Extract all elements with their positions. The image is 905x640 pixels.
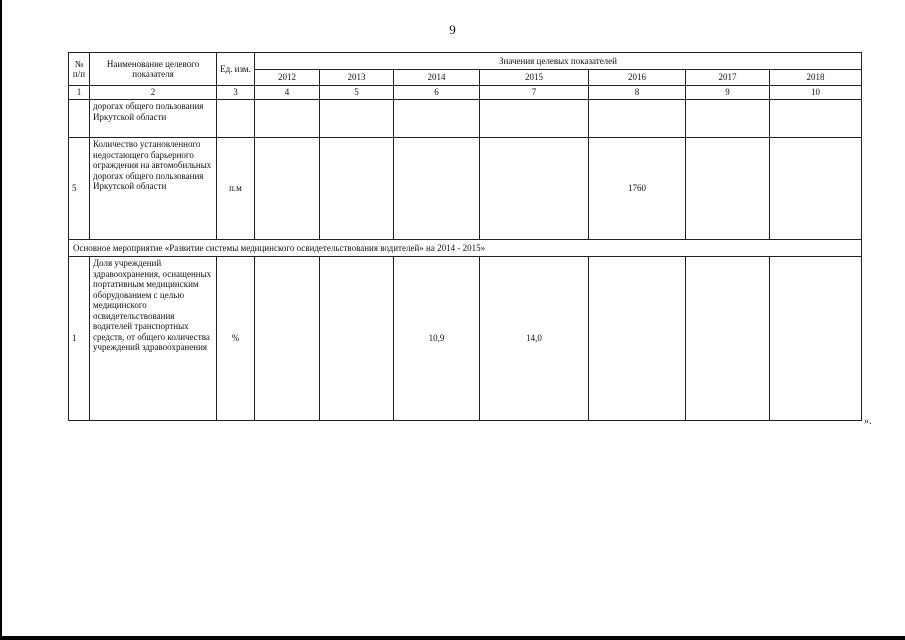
column-number: 3: [217, 86, 255, 100]
header-year: 2013: [320, 70, 394, 86]
header-year: 2015: [480, 70, 589, 86]
section-row: [69, 240, 862, 257]
header-row-1: [69, 53, 862, 70]
value-cell: [686, 138, 770, 240]
table-row: [69, 100, 862, 138]
section-title: Основное мероприятие «Развитие системы медицинского освидетельствования водителей» на 2014 - 2015»: [69, 240, 862, 257]
value-cell: [480, 138, 589, 240]
column-number: 8: [589, 86, 686, 100]
table-row: [69, 138, 862, 240]
header-name: Наименование целевого показателя: [90, 53, 217, 86]
closing-quote-mark: ».: [864, 416, 872, 427]
scan-bottom-border: [0, 636, 905, 640]
value-cell: [686, 257, 770, 421]
column-number: 2: [90, 86, 217, 100]
header-year: 2018: [770, 70, 862, 86]
header-year: 2014: [394, 70, 480, 86]
header-unit: Ед. изм.: [217, 53, 255, 86]
value-cell: [770, 257, 862, 421]
header-values-group: Значения целевых показателей: [255, 53, 862, 70]
value-cell: [255, 138, 320, 240]
row-num: 1: [69, 257, 90, 421]
indicator-unit: п.м: [217, 138, 255, 240]
value-cell: [255, 257, 320, 421]
indicator-name: Доля учреждений здравоохранения, оснащенных портативным медицинским оборудованием с целью медицинского освидетельствования водителей транспортных средств, от общего количества учреждений здравоохранения: [90, 257, 217, 421]
column-number-row: [69, 86, 862, 100]
header-year: 2016: [589, 70, 686, 86]
header-num: № п/п: [69, 53, 90, 86]
indicator-name: Количество установленного недостающего барьерного ограждения на автомобильных дорогах общего пользования Иркутской области: [90, 138, 217, 240]
value-cell: [255, 100, 320, 138]
column-number: 4: [255, 86, 320, 100]
value-cell: [589, 257, 686, 421]
column-number: 10: [770, 86, 862, 100]
column-number: 1: [69, 86, 90, 100]
value-cell: [320, 100, 394, 138]
value-cell: [770, 100, 862, 138]
scan-left-border: [0, 0, 2, 640]
column-number: 5: [320, 86, 394, 100]
row-num: [69, 100, 90, 138]
table-row: [69, 257, 862, 421]
value-cell: [320, 138, 394, 240]
column-number: 9: [686, 86, 770, 100]
value-cell: 1760: [589, 138, 686, 240]
indicator-unit: %: [217, 257, 255, 421]
value-cell: [589, 100, 686, 138]
value-cell: [394, 138, 480, 240]
indicator-unit: [217, 100, 255, 138]
row-num: 5: [69, 138, 90, 240]
target-indicators-table: [68, 52, 862, 421]
value-cell: [480, 100, 589, 138]
indicator-name: дорогах общего пользования Иркутской области: [90, 100, 217, 138]
header-year: 2017: [686, 70, 770, 86]
value-cell: 14,0: [480, 257, 589, 421]
value-cell: [320, 257, 394, 421]
page-number: 9: [449, 22, 456, 37]
value-cell: [686, 100, 770, 138]
value-cell: [394, 100, 480, 138]
column-number: 6: [394, 86, 480, 100]
column-number: 7: [480, 86, 589, 100]
value-cell: 10,9: [394, 257, 480, 421]
value-cell: [770, 138, 862, 240]
header-year: 2012: [255, 70, 320, 86]
